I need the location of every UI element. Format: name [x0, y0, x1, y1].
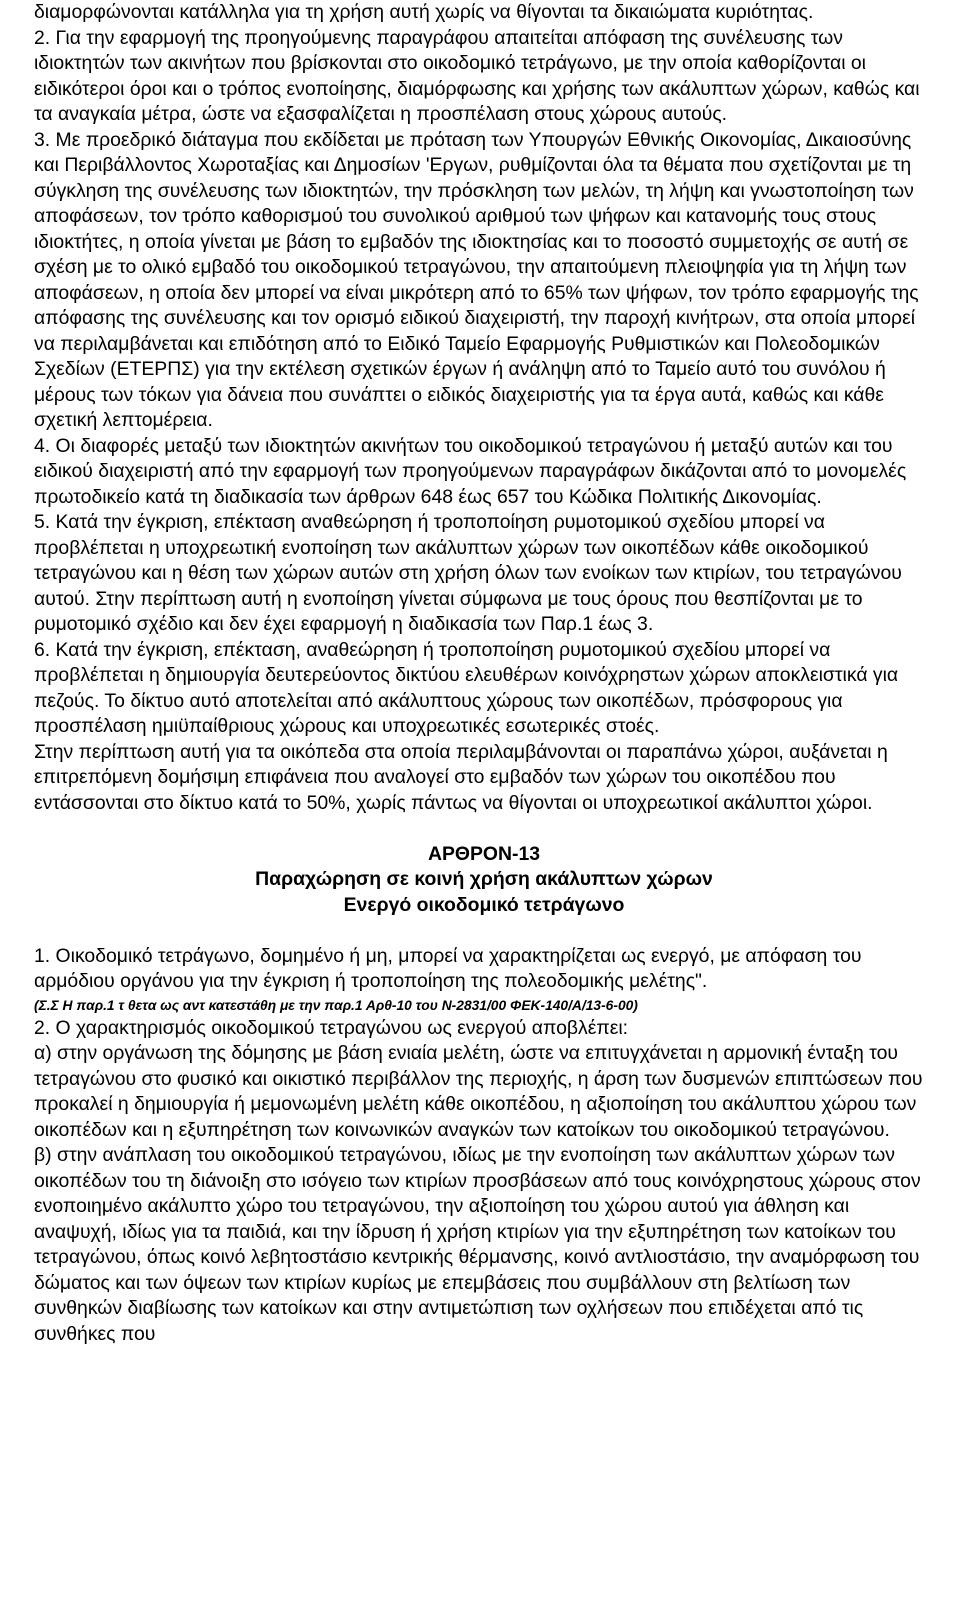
article-heading [34, 842, 934, 919]
paragraph-3: 3. Με προεδρικό διάταγμα που εκδίδεται με πρόταση των Υπουργών Εθνικής Οικονομίας, Δικαιοσύνης και Περιβάλλοντος Χωροταξίας και Δημοσίων 'Εργων, ρυθμίζονται όλα τα θέματα που σχετίζονται με τη σύγκληση της συνέλευσης των ιδιοκτητών, την πρόσκληση των μελών, τη λήψη και γνωστοποίηση των αποφάσεων, τον τρόπο καθορισμού του συνολικού αριθμού των ψήφων και κατανομής τους στους ιδιοκτήτες, η οποία γίνεται με βάση το εμβαδόν της ιδιοκτησίας και το ποσοστό συμμετοχής σε αυτή σε σχέση με το ολικό εμβαδό του οικοδομικού τετραγώνου, την απαιτούμενη πλειοψηφία για τη λήψη των αποφάσεων, η οποία δεν μπορεί να είναι μικρότερη από το 65% των ψήφων, τον τρόπο εφαρμογής της απόφασης της συνέλευσης και τον ορισμό ειδικού διαχειριστή, την παροχή κινήτρων, στα οποία μπορεί να περιλαμβάνεται και επιδότηση από το Ειδικό Ταμείο Εφαρμογής Ρυθμιστικών και Πολεοδομικών Σχεδίων (ΕΤΕΡΠΣ) για την εκτέλεση σχετικών έργων ή ανάληψη από το Ταμείο αυτό του συνόλου ή μέρους των τόκων για δάνεια που συνάπτει ο ειδικός διαχειριστής για τα έργα αυτά, καθώς και κάθε σχετική λεπτομέρεια. [34, 128, 919, 431]
paragraph-6: 6. Κατά την έγκριση, επέκταση, αναθεώρηση ή τροποποίηση ρυμοτομικού σχεδίου μπορεί να προβλέπεται η δημιουργία δευτερεύοντος δικτύου ελευθέρων κοινόχρηστων χώρων αποκλειστικά για πεζούς. Το δίκτυο αυτό αποτελείται από ακάλυπτους χώρους των οικοπέδων, πρόσφορους για προσπέλαση ημιϋπαίθριους χώρους και υποχρεωτικές εσωτερικές στοές. [34, 638, 899, 737]
article-paragraph-2a: α) στην οργάνωση της δόμησης με βάση ενιαία μελέτη, ώστε να επιτυγχάνεται η αρμονική ένταξη του τετραγώνου στο φυσικό και οικιστικό περιβάλλον της περιοχής, η άρση των δυσμενών επιπτώσεων που προκαλεί η δημιουργία ή μεμονωμένη μελέτη κάθε οικοπέδου, η αξιοποίηση του ακάλυπτου χώρου των οικοπέδων και η εξυπηρέτηση των κοινωνικών αναγκών των κατοίκων του οικοδομικού τετραγώνου. [34, 1042, 923, 1141]
amendment-note: (Σ.Σ Η παρ.1 τ θετα ως αντ κατεστάθη με την παρ.1 Αρθ-10 του Ν-2831/00 ΦΕΚ-140/Α/13-6-00) [34, 997, 638, 1013]
spacer [34, 816, 934, 842]
paragraph-6-continuation: Στην περίπτωση αυτή για τα οικόπεδα στα οποία περιλαμβάνονται οι παραπάνω χώροι, αυξάνεται η επιτρεπόμενη δομήσιμη επιφάνεια που αναλογεί στο εμβαδόν των χώρων του οικοπέδου που εντάσσονται στο δίκτυο κατά το 50%, χωρίς πάντως να θίγονται οι υποχρεωτικοί ακάλυπτοι χώροι. [34, 740, 888, 814]
article-paragraph-1: 1. Οικοδομικό τετράγωνο, δομημένο ή μη, μπορεί να χαρακτηρίζεται ως ενεργό, με απόφαση του αρμόδιου οργάνου για την έγκριση ή τροποποίηση της πολεοδομικής μελέτης". [34, 944, 862, 992]
paragraph-2: 2. Για την εφαρμογή της προηγούμενης παραγράφου απαιτείται απόφαση της συνέλευσης των ιδιοκτητών των ακινήτων που βρίσκονται στο οικοδομικό τετράγωνο, με την οποία καθορίζονται οι ειδικότεροι όροι και ο τρόπος ενοποίησης, διαμόρφωσης και χρήσης των ακάλυπτων χώρων, καθώς και τα αναγκαία μέτρα, ώστε να εξασφαλίζεται η προσπέλαση στους χώρους αυτούς. [34, 26, 920, 125]
article-paragraph-2: 2. Ο χαρακτηρισμός οικοδομικού τετραγώνου ως ενεργού αποβλέπει: [34, 1016, 629, 1039]
document-page [34, 0, 934, 1347]
article-title: Παραχώρηση σε κοινή χρήση ακάλυπτων χώρων [255, 868, 713, 890]
article-subtitle: Ενεργό οικοδομικό τετράγωνο [343, 893, 625, 916]
paragraph-4: 4. Οι διαφορές μεταξύ των ιδιοκτητών ακινήτων του οικοδομικού τετραγώνου ή μεταξύ αυτών και του ειδικού διαχειριστή από την εφαρμογή των προηγούμενων παραγράφων δικάζονται από το μονομελές πρωτοδικείο κατά τη διαδικασία των άρθρων 648 έως 657 του Κώδικα Πολιτικής Δικονομίας. [34, 434, 907, 508]
paragraph-5: 5. Κατά την έγκριση, επέκταση αναθεώρηση ή τροποποίηση ρυμοτομικού σχεδίου μπορεί να προβλέπεται η υποχρεωτική ενοποίηση των ακάλυπτων χώρων των οικοπέδων κάθε οικοδομικού τετραγώνου και η θέση των χώρων αυτών στη χρήση όλων των ενοίκων των κτιρίων, του τετραγώνου αυτού. Στην περίπτωση αυτή η ενοποίηση γίνεται σύμφωνα με τους όρους που θεσπίζονται με το ρυμοτομικό σχέδιο και δεν έχει εφαρμογή η διαδικασία των Παρ.1 έως 3. [34, 511, 902, 635]
article-number: ΑΡΘΡΟΝ-13 [427, 842, 541, 865]
paragraph-continuation: διαμορφώνονται κατάλληλα για τη χρήση αυτή χωρίς να θίγονται τα δικαιώματα κυριότητας. [34, 1, 814, 23]
spacer [34, 918, 934, 944]
article-paragraph-2b: β) στην ανάπλαση του οικοδομικού τετραγώνου, ιδίως με την ενοποίηση των ακάλυπτων χώρων των οικοπέδων του τη διάνοιξη στο ισόγειο των κτιρίων προσβάσεων από τους κοινόχρηστους χώρους στον ενοποιημένο ακάλυπτο χώρο του τετραγώνου, την αξιοποίηση του χώρου αυτού για άθληση και αναψυχή, ιδίως για τα παιδιά, και την ίδρυση ή χρήση κτιρίων για την εξυπηρέτηση των κατοίκων του τετραγώνου, όπως κοινό λεβητοστάσιο κεντρικής θέρμανσης, κοινό αντλιοστάσιο, την αναμόρφωση του δώματος και των όψεων των κτιρίων κυρίως με επεμβάσεις που συμβάλλουν στη βελτίωση των συνθηκών διαβίωσης των κατοίκων και στην αντιμετώπιση των οχλήσεων που επιδέχεται από τις συνθήκες που [34, 1144, 921, 1345]
